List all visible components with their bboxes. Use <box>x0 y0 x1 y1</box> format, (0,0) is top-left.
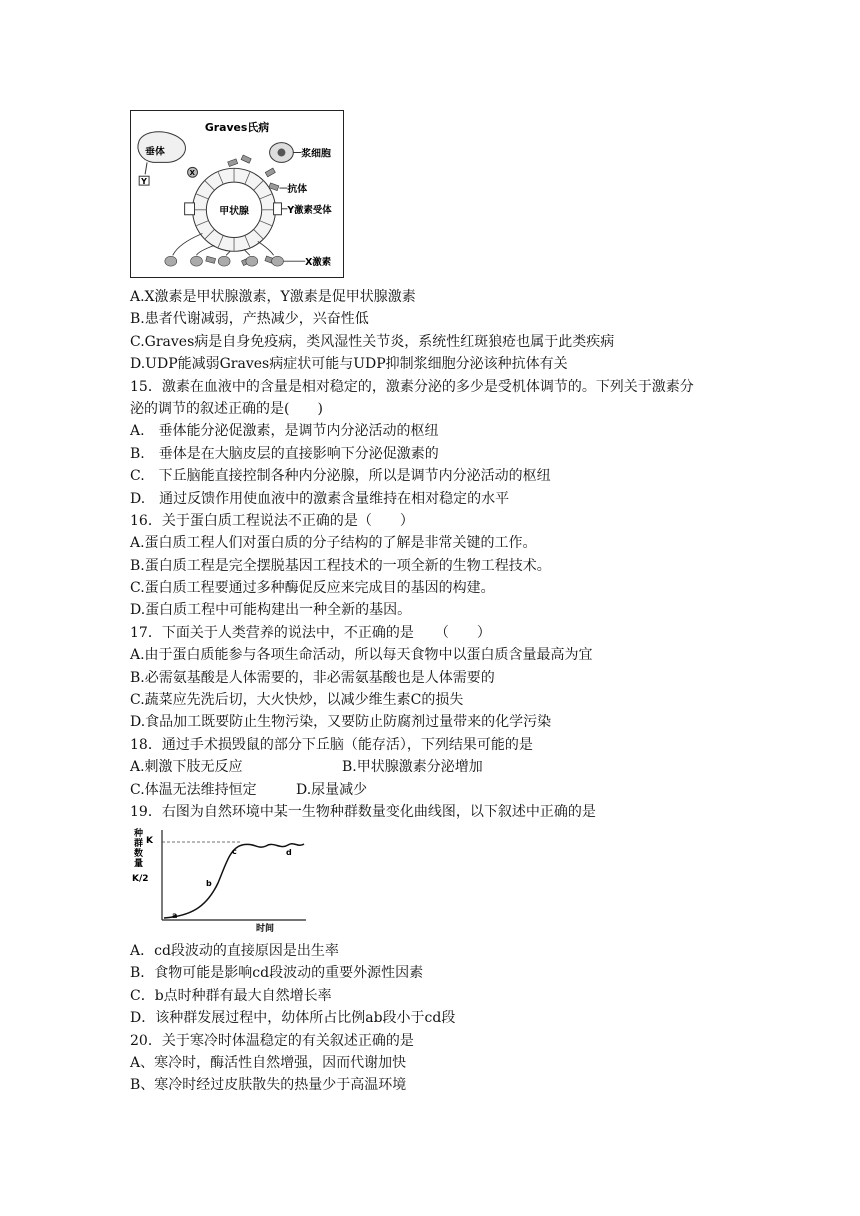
text-line: B. 垂体是在大脑皮层的直接影响下分泌促激素的 <box>130 445 439 462</box>
point-a-label: a <box>172 911 178 920</box>
text-line: C. 下丘脑能直接控制各种内分泌腺，所以是调节内分泌活动的枢纽 <box>130 468 551 485</box>
antibody-label: 抗体 <box>287 184 308 196</box>
point-d-label: d <box>286 848 292 857</box>
graves-title: Graves氏病 <box>204 120 270 134</box>
text-line: 16．关于蛋白质工程说法不正确的是（ ） <box>130 512 414 529</box>
point-b-label: b <box>206 879 212 888</box>
point-c-label: c <box>232 847 237 856</box>
text-line: 15．激素在血液中的含量是相对稳定的，激素分泌的多少是受机体调节的。下列关于激素分 <box>130 378 694 395</box>
text-line: D. 通过反馈作用使血液中的激素含量维持在相对稳定的水平 <box>130 490 510 507</box>
ylabel-char-4: 量 <box>134 859 144 869</box>
ylabel-char-3: 数 <box>134 849 144 859</box>
text-line: D.UDP能减弱Graves病症状可能与UDP抑制浆细胞分泌该种抗体有关 <box>130 356 568 373</box>
q18-options-row-2 <box>130 779 830 801</box>
y-box-label: Y <box>141 177 147 187</box>
pituitary-arrow <box>145 162 147 174</box>
text-line: B．食物可能是影响cd段波动的重要外源性因素 <box>130 965 424 982</box>
ylabel-char-1: 种 <box>134 829 144 839</box>
right-receptor <box>274 203 282 215</box>
x-hormone-label: X激素 <box>305 257 332 269</box>
graves-diagram <box>130 110 344 278</box>
q18-option-a: A.刺激下肢无反应 <box>130 759 243 776</box>
graves-diagram-svg <box>131 111 343 277</box>
text-line: 18．通过手术损毁鼠的部分下丘脑（能存活），下列结果可能的是 <box>130 736 533 753</box>
q19-stem: 19．右图为自然环境中某一生物种群数量变化曲线图，以下叙述中正确的是 <box>130 803 596 820</box>
k2-label: K/2 <box>132 874 149 884</box>
plasma-cell-label: 浆细胞 <box>301 148 331 160</box>
plasma-cell-nucleus <box>278 149 286 157</box>
text-line: C．b点时种群有最大自然增长率 <box>130 987 332 1004</box>
text-line: D.食品加工既要防止生物污染，又要防止防腐剂过量带来的化学污染 <box>130 714 552 731</box>
text-line: B.患者代谢减弱，产热减少，兴奋性低 <box>130 311 369 328</box>
pituitary-label: 垂体 <box>145 146 165 158</box>
text-line: A．cd段波动的直接原因是出生率 <box>130 943 339 959</box>
text-line: 20．关于寒冷时体温稳定的有关叙述正确的是 <box>130 1032 414 1049</box>
xlabel: 时间 <box>256 924 275 933</box>
text-line: A.蛋白质工程人们对蛋白质的分子结构的了解是非常关键的工作。 <box>130 535 537 552</box>
text-line: C.蔬菜应先洗后切，大火快炒，以减少维生素C的损失 <box>130 692 464 709</box>
q18-option-b: B.甲状腺激素分泌增加 <box>342 759 483 776</box>
text-line: C.蛋白质工程要通过多种酶促反应来完成目的基因的构建。 <box>130 580 495 597</box>
q18-option-d: D.尿量减少 <box>296 781 368 798</box>
text-line: A. 垂体能分泌促激素，是调节内分泌活动的枢纽 <box>130 423 439 440</box>
text-line: D．该种群发展过程中，幼体所占比例ab段小于cd段 <box>130 1010 456 1027</box>
question-text-block-1 <box>130 286 830 823</box>
ylabel-char-2: 群 <box>134 839 144 849</box>
text-line: 泌的调节的叙述正确的是( ) <box>130 400 323 417</box>
question-text-block-2 <box>130 940 830 1097</box>
y-receptor-label: Y激素受体 <box>287 204 332 216</box>
text-line: B.蛋白质工程是完全摆脱基因工程技术的一项全新的生物工程技术。 <box>130 557 551 574</box>
left-receptor <box>185 203 195 215</box>
text-line: D.蛋白质工程中可能构建出一种全新的基因。 <box>130 602 412 619</box>
text-line: A、寒冷时，酶活性自然增强，因而代谢加快 <box>130 1054 407 1071</box>
population-curve-figure <box>130 828 310 933</box>
text-line: C.Graves病是自身免疫病，类风湿性关节炎，系统性红斑狼疮也属于此类疾病 <box>130 333 615 350</box>
population-curve-svg <box>130 828 310 933</box>
text-line: 17．下面关于人类营养的说法中，不正确的是 （ ） <box>130 624 491 641</box>
text-line: A.X激素是甲状腺激素，Y激素是促甲状腺激素 <box>130 289 416 305</box>
q18-options-row-1 <box>130 756 830 778</box>
k-label: K <box>146 836 153 846</box>
q18-option-c: C.体温无法维持恒定 <box>130 781 257 798</box>
text-line: A.由于蛋白质能参与各项生命活动，所以每天食物中以蛋白质含量最高为宜 <box>130 647 593 664</box>
text-line: B.必需氨基酸是人体需要的，非必需氨基酸也是人体需要的 <box>130 669 495 686</box>
thyroid-label: 甲状腺 <box>219 205 249 217</box>
x-circle-label: X <box>189 169 195 178</box>
text-line: B、寒冷时经过皮肤散失的热量少于高温环境 <box>130 1077 407 1094</box>
